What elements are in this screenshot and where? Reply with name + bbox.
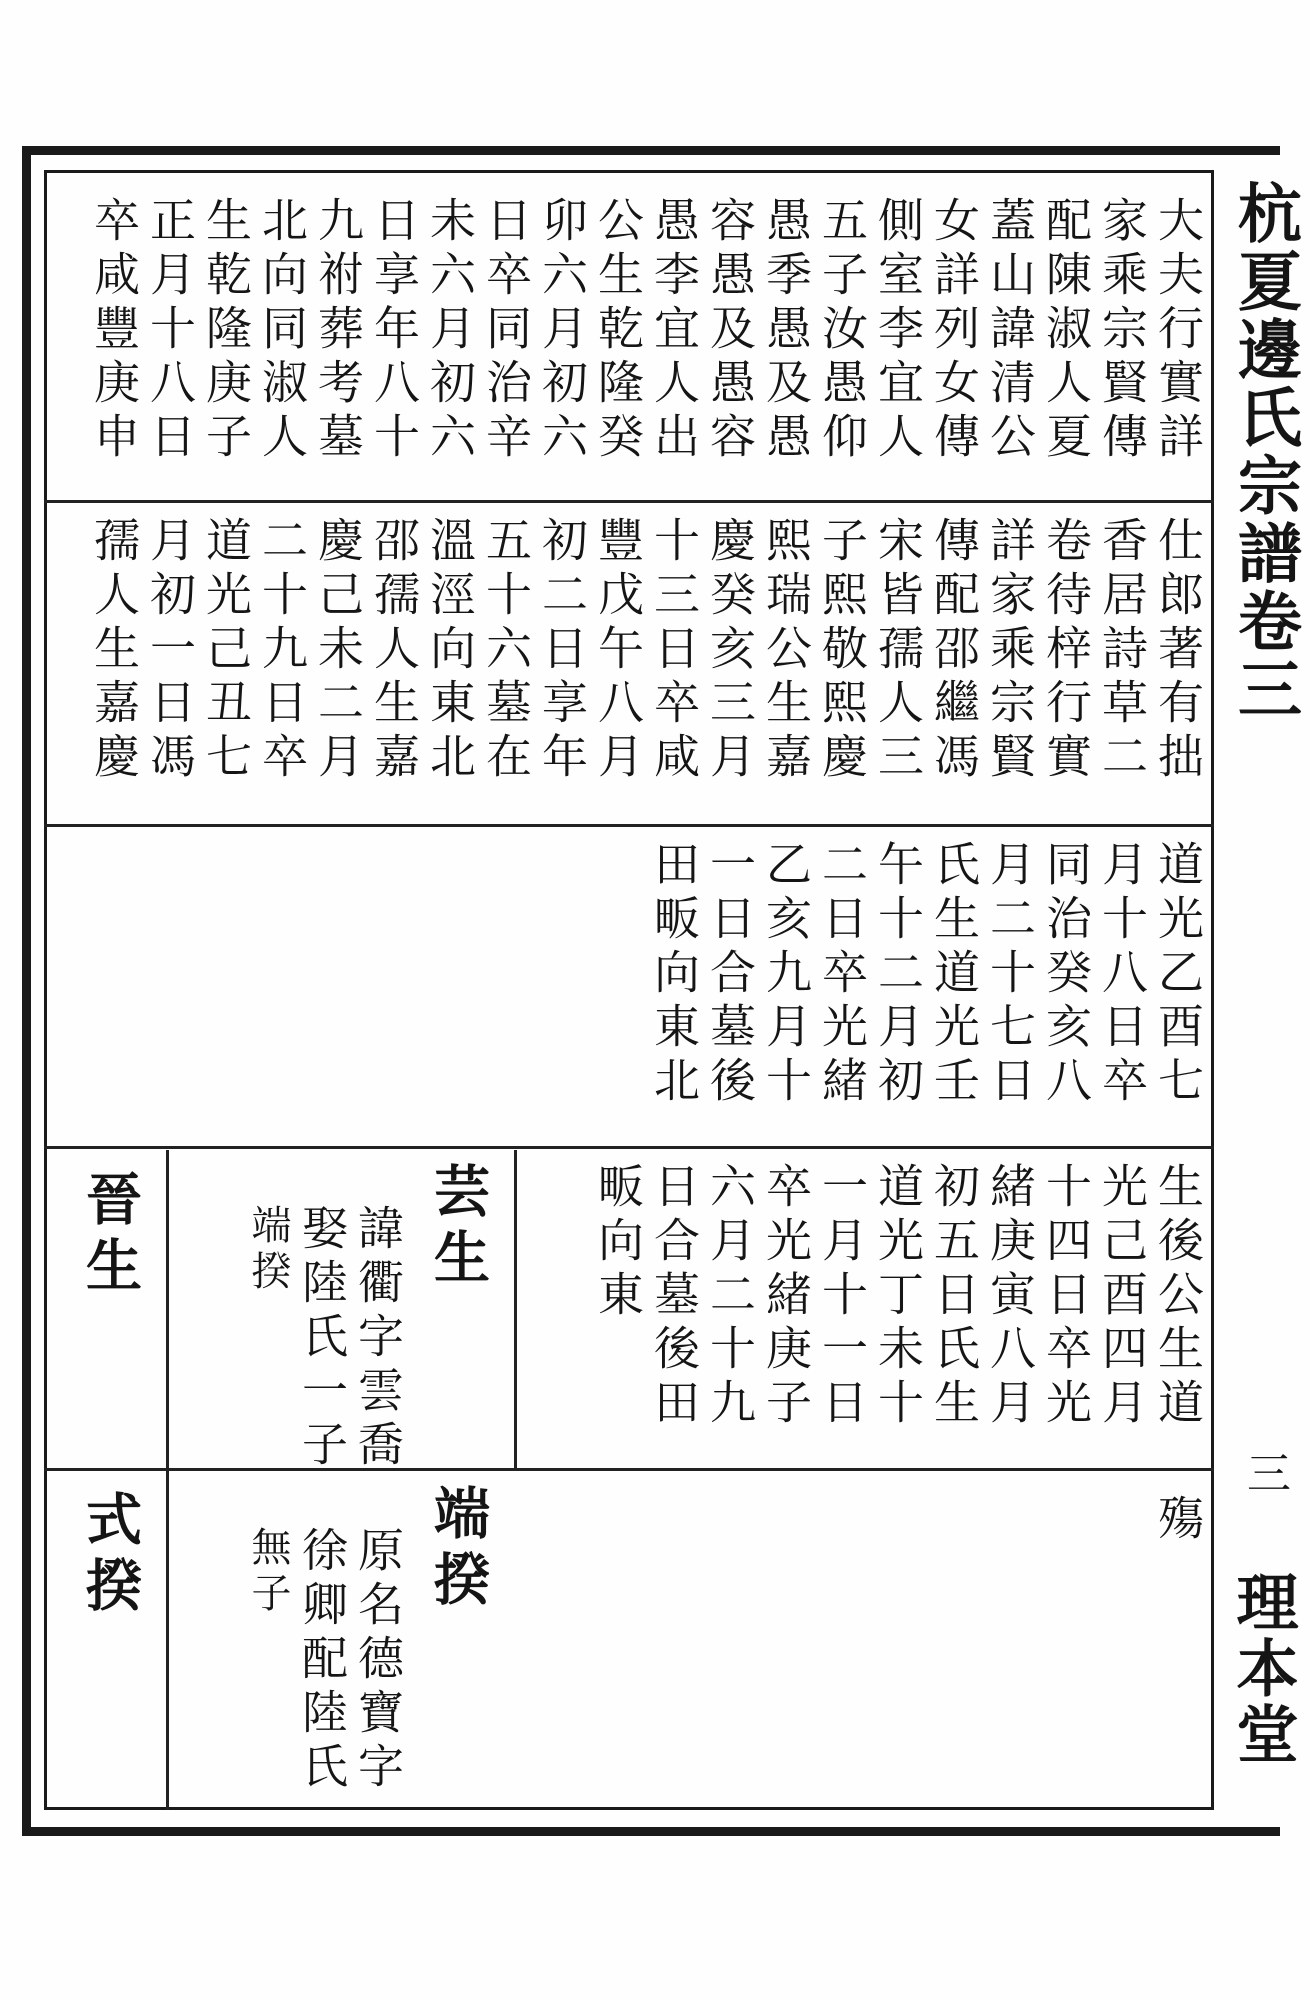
- text-column: 子熙敬熙慶: [815, 516, 869, 786]
- text-column: 仕郎著有拙: [1151, 516, 1205, 786]
- text-column: 同治癸亥八: [1039, 840, 1093, 1110]
- text-column: 娶陸氏一子: [295, 1204, 349, 1474]
- text-column: 乙亥九月十: [759, 840, 813, 1110]
- text-column: 邵孺人生嘉: [367, 516, 421, 786]
- text-column: 生乾隆庚子: [199, 196, 253, 466]
- text-column: 初二日享年: [535, 516, 589, 786]
- text-column: 愚李宜人出: [647, 196, 701, 466]
- register-divider-1: [44, 500, 1214, 503]
- text-column: 二日卒光緒: [815, 840, 869, 1110]
- text-column: 家乘宗賢傳: [1095, 196, 1149, 466]
- text-column: 公生乾隆癸: [591, 196, 645, 466]
- text-column: 無子: [245, 1526, 291, 1618]
- text-column: 諱衢字雲喬: [351, 1204, 405, 1474]
- text-column: 原名德寶字: [351, 1526, 405, 1796]
- text-column: 緒庚寅八月: [983, 1162, 1037, 1432]
- person-heading-shikui: 式揆: [77, 1490, 143, 1622]
- text-column: 日合墓後田: [647, 1162, 701, 1432]
- text-column: 溫涇向東北: [423, 516, 477, 786]
- text-column: 日卒同治辛: [479, 196, 533, 466]
- text-column: 道光丁未十: [871, 1162, 925, 1432]
- text-column: 熙瑞公生嘉: [759, 516, 813, 786]
- text-column: 容愚及愚容: [703, 196, 757, 466]
- text-column: 慶癸亥三月: [703, 516, 757, 786]
- text-column: 生後公生道: [1151, 1162, 1205, 1432]
- text-column: 二十九日卒: [255, 516, 309, 786]
- text-column: 道光乙酉七: [1151, 840, 1205, 1110]
- text-column: 徐卿配陸氏: [295, 1526, 349, 1796]
- text-column: 正月十八日: [143, 196, 197, 466]
- text-column: 側室李宜人: [871, 196, 925, 466]
- text-column: 午十二月初: [871, 840, 925, 1110]
- register-divider-2: [44, 824, 1214, 827]
- text-column: 道光己丑七: [199, 516, 253, 786]
- text-column: 一日合墓後: [703, 840, 757, 1110]
- text-column: 光己酉四月: [1095, 1162, 1149, 1432]
- lower-divider-b: [166, 1150, 169, 1810]
- person-heading-jinsheng: 晉生: [77, 1170, 143, 1302]
- text-column: 北向同淑人: [255, 196, 309, 466]
- text-column: 五子汝愚仰: [815, 196, 869, 466]
- text-column: 月二十七日: [983, 840, 1037, 1110]
- leaf-number: 三: [1239, 1450, 1290, 1494]
- text-column: 端揆: [245, 1204, 291, 1296]
- book-title: 杭夏邊氏宗譜卷三: [1227, 180, 1302, 724]
- text-column: 宋皆孺人三: [871, 516, 925, 786]
- text-column: 殤: [1151, 1494, 1205, 1548]
- text-column: 十三日卒咸: [647, 516, 701, 786]
- hall-name: 理本堂: [1226, 1570, 1299, 1768]
- text-column: 畈向東: [591, 1162, 645, 1324]
- register-divider-3: [44, 1146, 1214, 1149]
- text-column: 月初一日馮: [143, 516, 197, 786]
- person-heading-duankui: 端揆: [425, 1484, 491, 1616]
- text-column: 女詳列女傳: [927, 196, 981, 466]
- text-column: 五十六墓在: [479, 516, 533, 786]
- text-column: 田畈向東北: [647, 840, 701, 1110]
- text-column: 孺人生嘉慶: [87, 516, 141, 786]
- text-column: 愚季愚及愚: [759, 196, 813, 466]
- lower-divider-a: [514, 1150, 517, 1468]
- text-column: 日享年八十: [367, 196, 421, 466]
- text-column: 一月十一日: [815, 1162, 869, 1432]
- text-column: 傳配邵繼馮: [927, 516, 981, 786]
- text-column: 香居詩草二: [1095, 516, 1149, 786]
- text-column: 豐戊午八月: [591, 516, 645, 786]
- text-column: 蓋山諱清公: [983, 196, 1037, 466]
- text-column: 卯六月初六: [535, 196, 589, 466]
- text-column: 大夫行實詳: [1151, 196, 1205, 466]
- text-column: 卒咸豐庚申: [87, 196, 141, 466]
- text-column: 慶己未二月: [311, 516, 365, 786]
- text-column: 詳家乘宗賢: [983, 516, 1037, 786]
- text-column: 未六月初六: [423, 196, 477, 466]
- text-column: 十四日卒光: [1039, 1162, 1093, 1432]
- text-column: 月十八日卒: [1095, 840, 1149, 1110]
- text-column: 卷待梓行實: [1039, 516, 1093, 786]
- text-column: 六月二十九: [703, 1162, 757, 1432]
- text-column: 九祔葬考墓: [311, 196, 365, 466]
- person-heading-yunsheng: 芸生: [425, 1162, 491, 1294]
- text-column: 配陳淑人夏: [1039, 196, 1093, 466]
- text-column: 初五日氏生: [927, 1162, 981, 1432]
- text-column: 卒光緒庚子: [759, 1162, 813, 1432]
- text-column: 氏生道光壬: [927, 840, 981, 1110]
- register-divider-4: [44, 1468, 1214, 1471]
